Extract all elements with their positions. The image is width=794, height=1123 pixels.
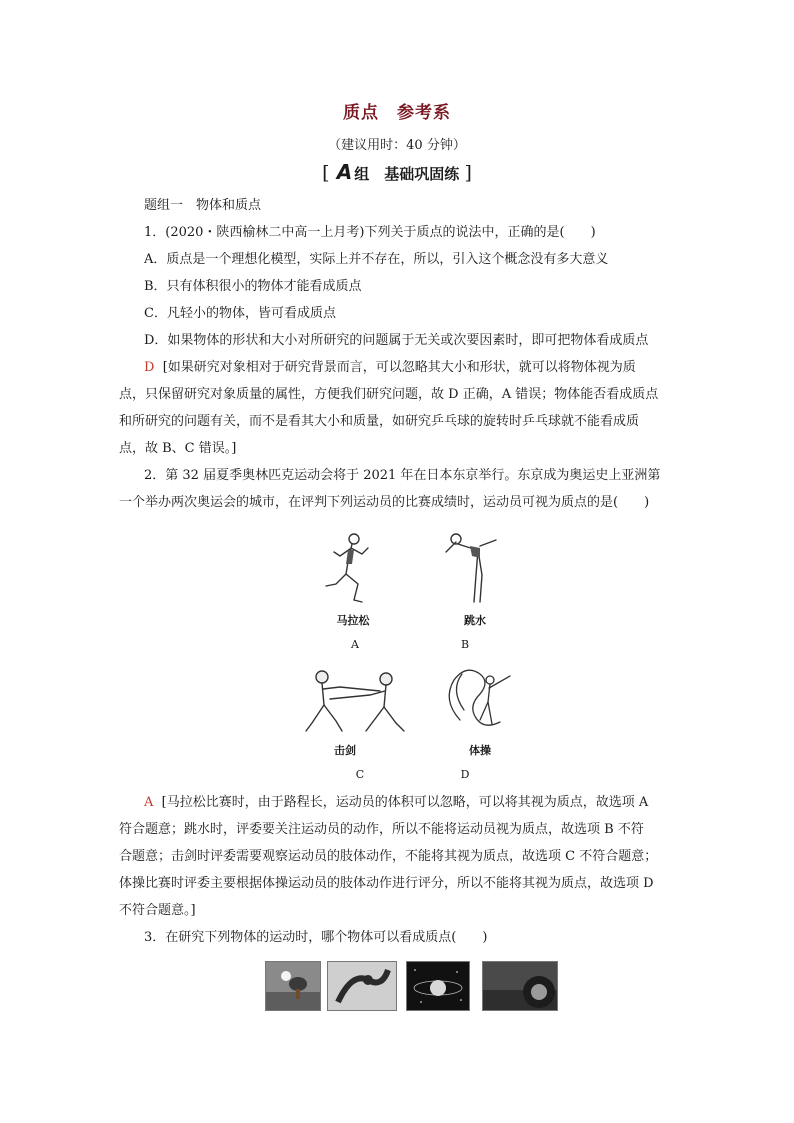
q1-option-b: B．只有体积很小的物体才能看成质点 [144,279,362,294]
figure-label-c: C [355,768,365,781]
diver-figure [440,530,500,608]
q1-explanation-line: 点，故 B、C 错误。] [119,441,237,456]
figure-label-a: A [351,638,359,651]
q2-explanation-line: 体操比赛时评委主要根据体操运动员的肢体动作进行评分，所以不能将其视为质点，故选项 D [119,876,654,891]
car-wheel-photo [482,961,558,1011]
q1-stem: 1．(2020・陕西榆林二中高一上月考)下列关于质点的说法中，正确的是( ) [144,225,596,240]
page-title: 质点 参考系 [343,103,451,123]
q3-stem: 3．在研究下列物体的运动时，哪个物体可以看成质点( ) [144,930,488,945]
figure-caption-marathon: 马拉松 [336,614,370,627]
q1-explanation-line: 点，只保留研究对象质量的属性，方便我们研究问题，故 D 正确，A 错误；物体能否看成质点 [119,387,659,402]
bracket-left: [ [322,162,330,184]
q1-option-d: D．如果物体的形状和大小对所研究的问题属于无关或次要因素时，即可把物体看成质点 [144,333,649,348]
q2-stem-line: 一个举办两次奥运会的城市，在评判下列运动员的比赛成绩时，运动员可视为质点的是( ) [119,495,650,510]
figure-caption-fencing: 击剑 [334,744,356,757]
q2-stem-line: 2．第 32 届夏季奥林匹克运动会将于 2021 年在日本东京举行。东京成为奥运史上亚洲第 [144,468,661,483]
q2-explanation-line: 合题意；击剑时评委需要观察运动员的肢体动作，不能将其视为质点，故选项 C 不符合题意； [119,849,658,864]
bracket-right: ] [464,162,472,184]
q2-explanation-line: [马拉松比赛时，由于路程长，运动员的体积可以忽略，可以将其视为质点，故选项 A [161,795,649,810]
q2-answer [144,795,648,811]
q2-explanation-line: 不符合题意。] [119,903,196,918]
fencing-figure [300,665,410,737]
group-letter: A [336,160,353,184]
moon-orbit-photo [406,961,470,1011]
figure-label-d: D [460,768,470,781]
section-label: 题组一 物体和质点 [144,198,262,213]
ping-pong-photo [265,961,321,1011]
figure-caption-gymnastics: 体操 [469,744,491,757]
suggested-time: （建议用时：40 分钟） [328,138,466,153]
q2-explanation-line: 符合题意；跳水时，评委要关注运动员的动作，所以不能将运动员视为质点，故选项 B 不符 [119,822,644,837]
figure-label-b: B [460,638,470,651]
q1-explanation-line: 和所研究的问题有关，而不是看其大小和质量，如研究乒乓球的旋转时乒乓球就不能看成质 [119,414,640,429]
diver-photo [327,961,397,1011]
marathon-runner-figure [318,530,388,608]
q1-option-a: A．质点是一个理想化模型，实际上并不存在，所以，引入这个概念没有多大意义 [144,252,609,267]
gymnastics-figure [440,660,520,740]
group-heading [0,160,794,184]
group-text: 组 基础巩固练 [354,165,460,183]
q1-option-c: C．凡轻小的物体，皆可看成质点 [144,306,336,321]
q1-answer-letter: D [144,360,155,375]
q1-answer [144,360,636,376]
figure-caption-diving: 跳水 [464,614,486,627]
q1-explanation-line: [如果研究对象相对于研究背景而言，可以忽略其大小和形状，就可以将物体视为质 [162,360,636,375]
q2-answer-letter: A [144,795,154,810]
